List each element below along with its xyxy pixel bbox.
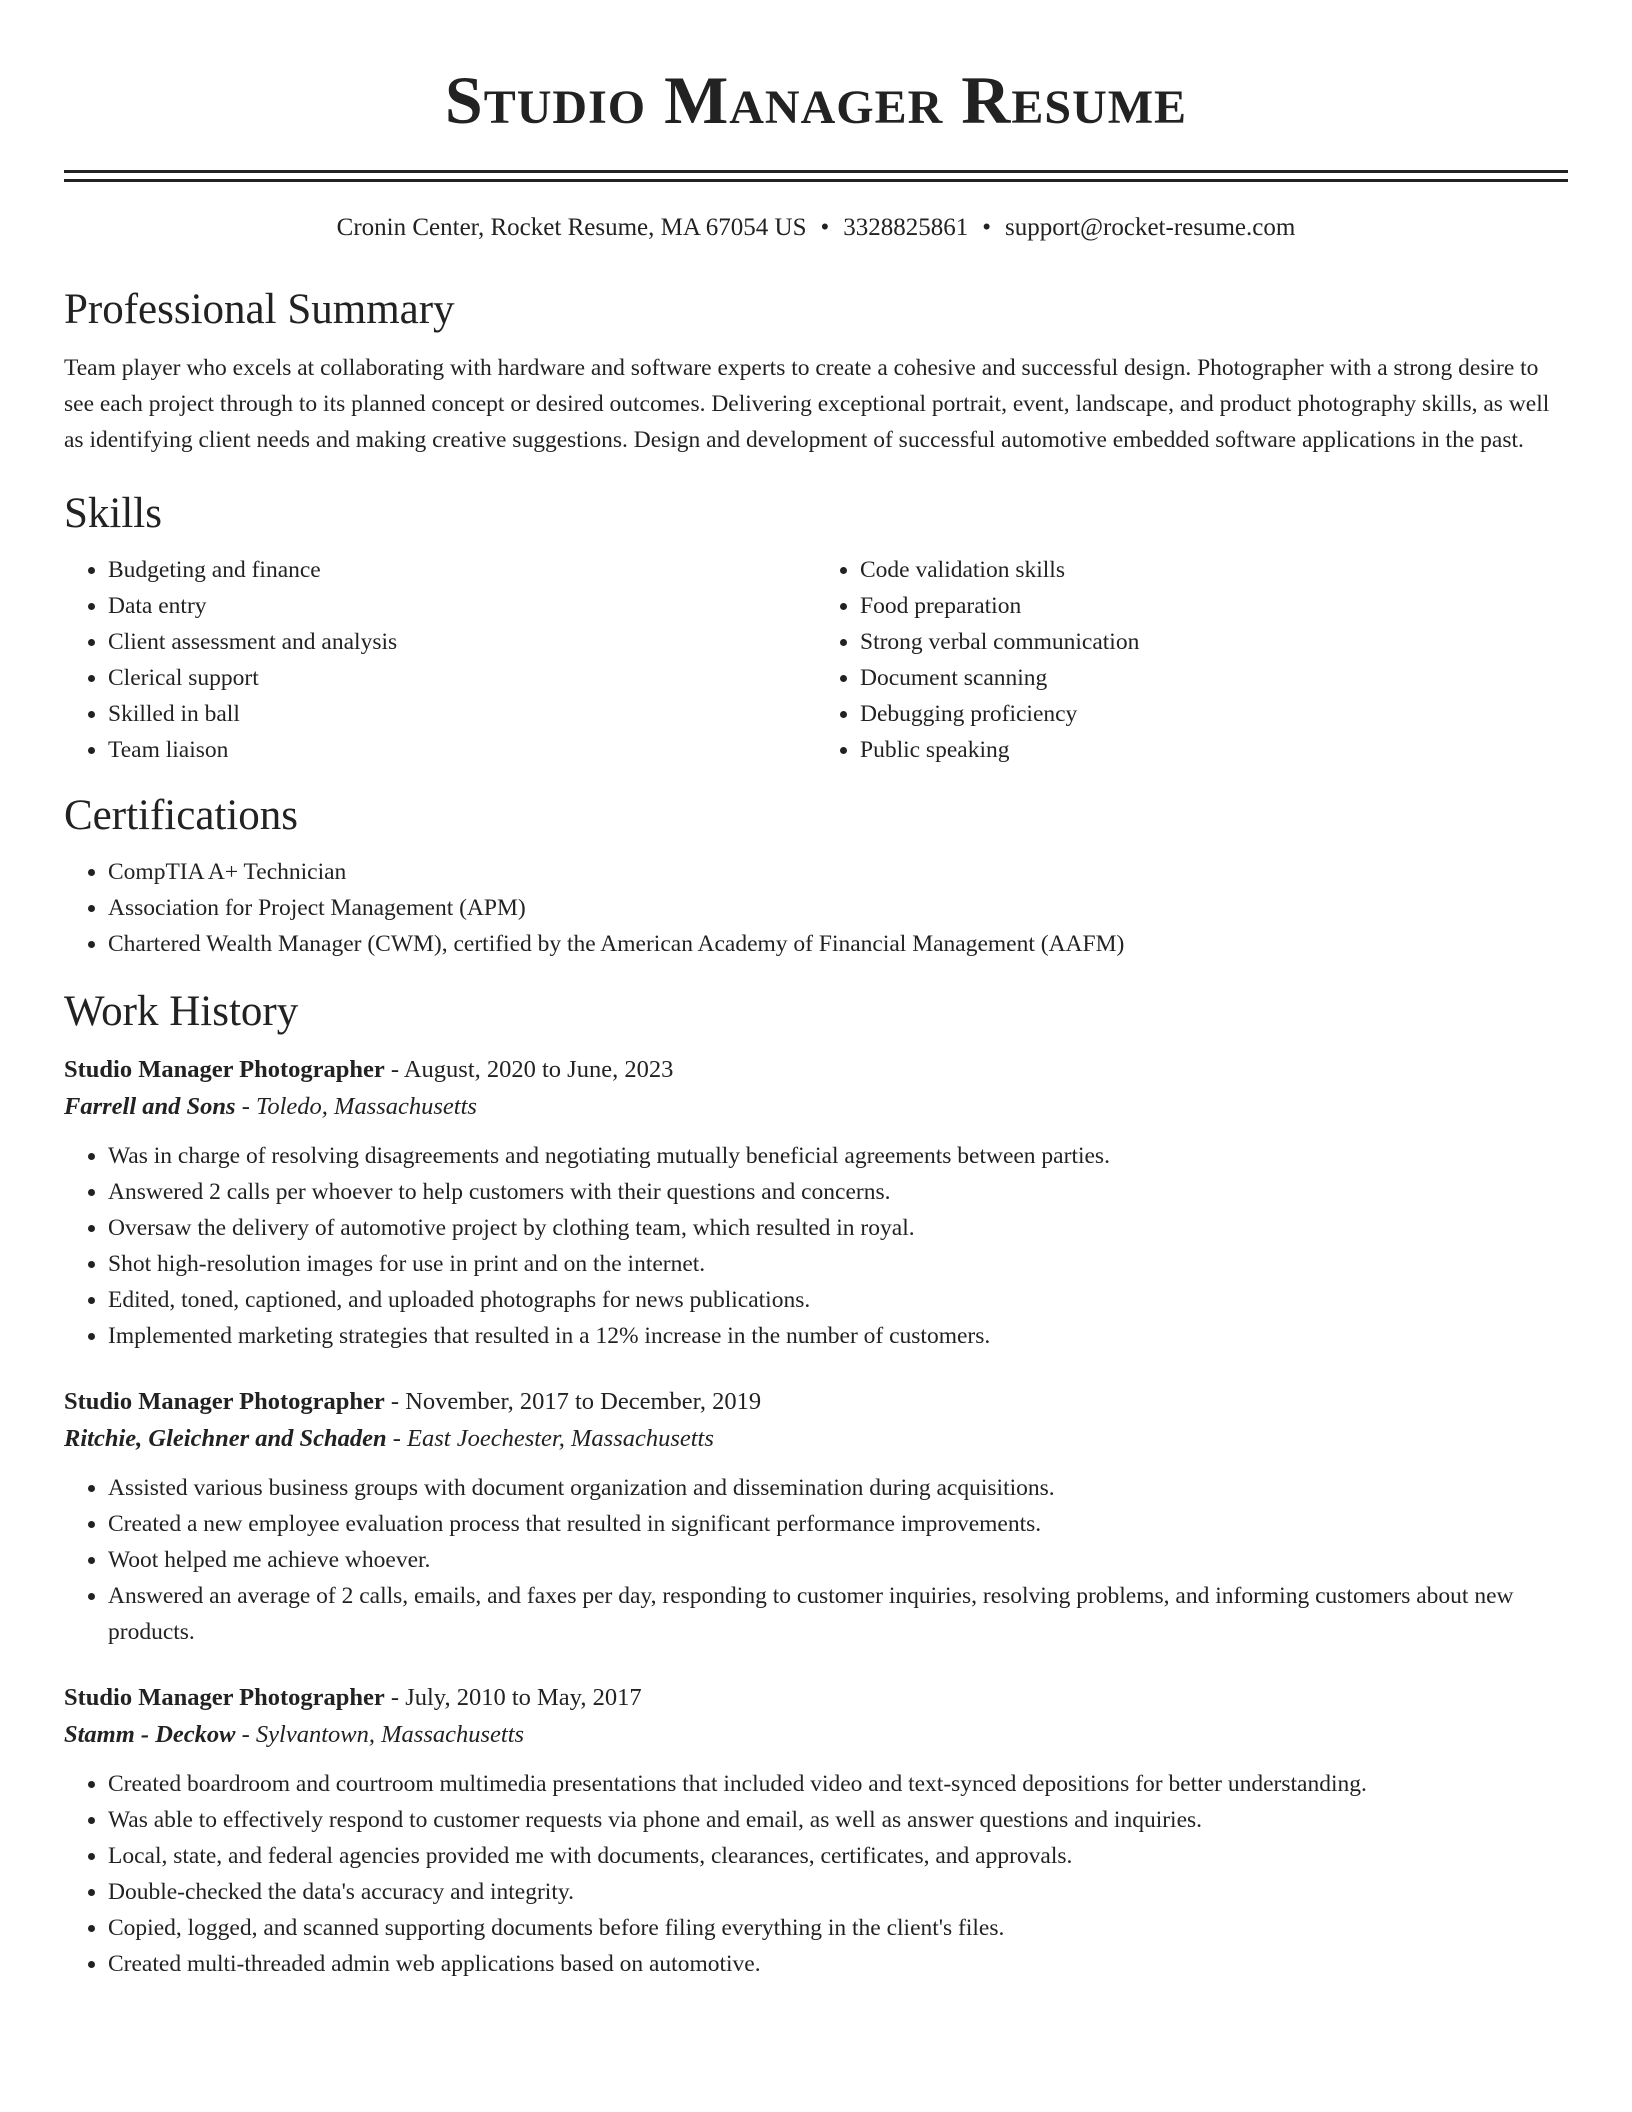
job-dash: - [235, 1721, 256, 1748]
summary-text: Team player who excels at collaborating with hardware and software experts to create a cohesive and successful design. Photographer with a strong desire to see each project through to its planned concept or desired outcomes. Delivering exceptional portrait, event, landscape, and product photography skills, as well as identifying client needs and making creative suggestions. Design and development of successful automotive embedded software applications in the past. [64, 355, 1550, 453]
skill-item: • Document scanning [860, 660, 1568, 696]
job-duty: • Double-checked the data's accuracy and integrity. [108, 1874, 1568, 1910]
skill-item: • Food preparation [860, 588, 1568, 624]
job-location: East Joechester, Massachusetts [407, 1425, 714, 1452]
job-duty: • Woot helped me achieve whoever. [108, 1542, 1568, 1578]
job-dash: - [384, 1388, 406, 1415]
job-dates: July, 2010 to May, 2017 [405, 1684, 642, 1711]
company-line [64, 1088, 1568, 1126]
job-duty: • Local, state, and federal agencies provided me with documents, clearances, certificates, and approvals. [108, 1838, 1568, 1874]
job-dash: - [386, 1425, 408, 1452]
job-title-line [64, 1384, 1568, 1420]
job-dash: - [384, 1684, 406, 1711]
job-dates: November, 2017 to December, 2019 [405, 1388, 762, 1415]
job-title-line [64, 1680, 1568, 1716]
certification-item: • Chartered Wealth Manager (CWM), certified by the American Academy of Financial Management (AAFM) [108, 926, 1568, 962]
contact-separator: • [820, 214, 830, 241]
company-line [64, 1420, 1568, 1458]
skills-heading: Skills [64, 490, 162, 537]
job-duty: • Assisted various business groups with document organization and dissemination during acquisitions. [108, 1470, 1568, 1506]
job-duty: • Shot high-resolution images for use in print and on the internet. [108, 1246, 1568, 1282]
job-entry [64, 1052, 1568, 1354]
skills-column-right [816, 552, 1568, 768]
skill-item: • Clerical support [108, 660, 816, 696]
title-divider-bottom [64, 179, 1568, 182]
job-location: Sylvantown, Massachusetts [255, 1721, 525, 1748]
job-role: Studio Manager Photographer [64, 1684, 385, 1711]
job-dates: August, 2020 to June, 2023 [403, 1056, 674, 1083]
job-duty: • Implemented marketing strategies that resulted in a 12% increase in the number of customers. [108, 1318, 1568, 1354]
skill-item: • Skilled in ball [108, 696, 816, 732]
job-duties-list [64, 1766, 1568, 1982]
job-duty: • Answered 2 calls per whoever to help customers with their questions and concerns. [108, 1174, 1568, 1210]
work-history-heading: Work History [64, 988, 299, 1035]
job-duty: • Was able to effectively respond to customer requests via phone and email, as well as answer questions and inquiries. [108, 1802, 1568, 1838]
job-role: Studio Manager Photographer [64, 1388, 385, 1415]
job-title-line [64, 1052, 1568, 1088]
job-duty: • Answered an average of 2 calls, emails, and faxes per day, responding to customer inquiries, resolving problems, and informing customers about new products. [108, 1578, 1568, 1650]
job-entry [64, 1384, 1568, 1650]
job-company: Stamm - Deckow [64, 1721, 236, 1748]
job-duty: • Created a new employee evaluation process that resulted in significant performance improvements. [108, 1506, 1568, 1542]
job-location: Toledo, Massachusetts [255, 1093, 477, 1120]
skill-item: • Code validation skills [860, 552, 1568, 588]
job-duty: • Copied, logged, and scanned supporting documents before filing everything in the client's files. [108, 1910, 1568, 1946]
contact-address: Cronin Center, Rocket Resume, MA 67054 US [336, 214, 807, 241]
contact-line [64, 212, 1568, 244]
contact-email: support@rocket-resume.com [1005, 214, 1296, 241]
resume-title: Studio Manager Resume [444, 62, 1188, 138]
job-entry [64, 1680, 1568, 1982]
certifications-list [64, 854, 1568, 962]
job-duty: • Created boardroom and courtroom multimedia presentations that included video and text-synced depositions for better understanding. [108, 1766, 1568, 1802]
skill-item: • Public speaking [860, 732, 1568, 768]
job-role: Studio Manager Photographer [64, 1056, 385, 1083]
job-duties-list [64, 1470, 1568, 1650]
skill-item: • Budgeting and finance [108, 552, 816, 588]
job-dash: - [235, 1093, 256, 1120]
contact-phone: 3328825861 [843, 214, 969, 241]
skill-item: • Debugging proficiency [860, 696, 1568, 732]
job-company: Ritchie, Gleichner and Schaden [64, 1425, 387, 1452]
skill-item: • Team liaison [108, 732, 816, 768]
skill-item: • Data entry [108, 588, 816, 624]
job-company: Farrell and Sons [64, 1093, 236, 1120]
certification-item: • Association for Project Management (APM) [108, 890, 1568, 926]
job-dash: - [384, 1056, 404, 1083]
summary-heading: Professional Summary [64, 286, 455, 333]
certifications-heading: Certifications [64, 792, 299, 839]
skills-list [64, 552, 1568, 768]
skills-column-left [64, 552, 816, 768]
job-duties-list [64, 1138, 1568, 1354]
title-divider-top [64, 170, 1568, 173]
company-line [64, 1716, 1568, 1754]
job-duty: • Was in charge of resolving disagreements and negotiating mutually beneficial agreements between parties. [108, 1138, 1568, 1174]
job-duty: • Edited, toned, captioned, and uploaded photographs for news publications. [108, 1282, 1568, 1318]
certification-item: • CompTIA A+ Technician [108, 854, 1568, 890]
job-duty: • Oversaw the delivery of automotive project by clothing team, which resulted in royal. [108, 1210, 1568, 1246]
job-duty: • Created multi-threaded admin web applications based on automotive. [108, 1946, 1568, 1982]
skill-item: • Client assessment and analysis [108, 624, 816, 660]
skill-item: • Strong verbal communication [860, 624, 1568, 660]
contact-separator: • [982, 214, 992, 241]
